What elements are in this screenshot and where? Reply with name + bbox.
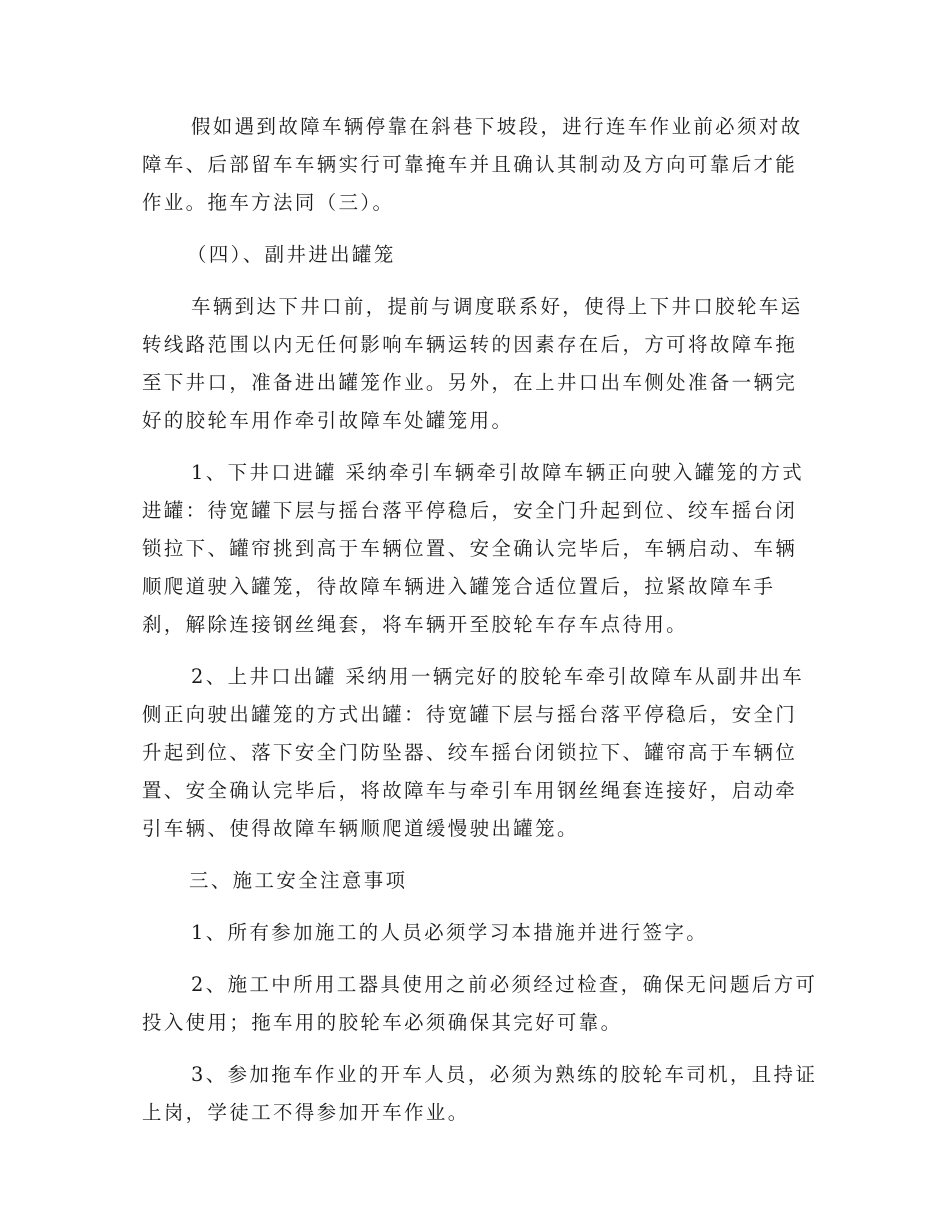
safety-item-1 xyxy=(142,914,806,952)
text-line: 刹，解除连接钢丝绳套，将车辆开至胶轮车存车点待用。 xyxy=(142,613,689,636)
text-line: 假如遇到故障车辆停靠在斜巷下坡段，进行连车作业前必须对故 xyxy=(191,115,803,138)
text-line: 侧正向驶出罐笼的方式出罐：待宽罐下层与摇台落平停稳后，安全门 xyxy=(142,703,798,726)
section-heading-safety xyxy=(142,862,806,900)
text-line: 2、上井口出罐 采纳用一辆完好的胶轮车牵引故障车从副井出车 xyxy=(191,665,805,688)
paragraph-exit-cage xyxy=(142,658,806,848)
text-line: 升起到位、落下安全门防坠器、绞车摇台闭锁拉下、罐帘高于车辆位 xyxy=(142,741,798,764)
paragraph-enter-cage xyxy=(142,454,806,644)
text-line: 上岗，学徒工不得参加开车作业。 xyxy=(142,1101,470,1124)
text-line: 至下井口，准备进出罐笼作业。另外，在上井口出车侧处准备一辆完 xyxy=(142,371,798,394)
paragraph-breakdown-slope xyxy=(142,108,806,222)
text-line: 好的胶轮车用作牵引故障车处罐笼用。 xyxy=(142,409,514,432)
heading-text: （四）、副井进出罐笼 xyxy=(187,243,396,266)
text-line: 障车、后部留车车辆实行可靠掩车并且确认其制动及方向可靠后才能 xyxy=(142,153,798,176)
paragraph-before-cage xyxy=(142,288,806,440)
section-heading-cage xyxy=(142,236,806,274)
text-line: 作业。拖车方法同（三）。 xyxy=(142,191,395,214)
heading-text: 三、施工安全注意事项 xyxy=(189,869,408,892)
text-line: 锁拉下、罐帘挑到高于车辆位置、安全确认完毕后，车辆启动、车辆 xyxy=(142,537,798,560)
text-line: 车辆到达下井口前，提前与调度联系好，使得上下井口胶轮车运 xyxy=(191,295,803,318)
text-line: 顺爬道驶入罐笼，待故障车辆进入罐笼合适位置后，拉紧故障车手 xyxy=(142,575,776,598)
safety-item-2 xyxy=(142,966,818,1042)
text-line: 3、参加拖车作业的开车人员，必须为熟练的胶轮车司机，且持证 xyxy=(191,1063,818,1086)
text-line: 1、下井口进罐 采纳牵引车辆牵引故障车辆正向驶入罐笼的方式 xyxy=(191,461,805,484)
text-line: 1、所有参加施工的人员必须学习本措施并进行签字。 xyxy=(191,921,709,944)
text-line: 转线路范围以内无任何影响车辆运转的因素存在后，方可将故障车拖 xyxy=(142,333,798,356)
text-line: 置、安全确认完毕后，将故障车与牵引车用钢丝绳套连接好，启动牵 xyxy=(142,779,798,802)
safety-item-3 xyxy=(142,1056,818,1132)
text-line: 投入使用；拖车用的胶轮车必须确保其完好可靠。 xyxy=(142,1011,623,1034)
text-line: 引车辆、使得故障车辆顺爬道缓慢驶出罐笼。 xyxy=(142,817,579,840)
text-line: 2、施工中所用工器具使用之前必须经过检查，确保无问题后方可 xyxy=(191,973,818,996)
text-line: 进罐：待宽罐下层与摇台落平停稳后，安全门升起到位、绞车摇台闭 xyxy=(142,499,798,522)
document-body xyxy=(142,108,818,1132)
